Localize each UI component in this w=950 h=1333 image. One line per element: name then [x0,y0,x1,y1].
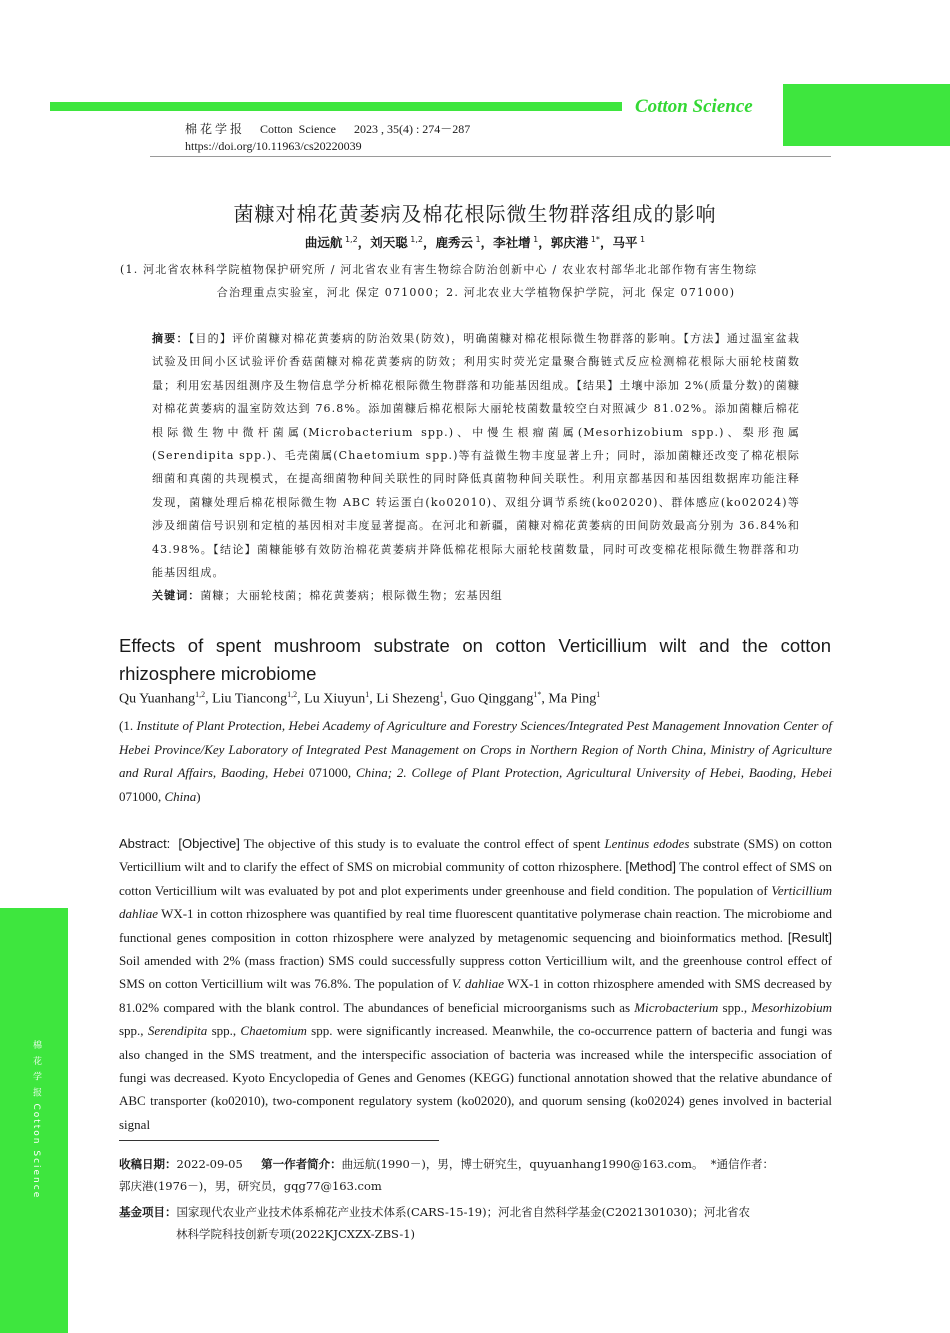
fund-line1: 国家现代农业产业技术体系棉花产业技术体系(CARS-15-19)；河北省自然科学基金(C2021301030)；河北省农 [176,1205,751,1219]
species-name: Verticillium dahliae [119,882,832,922]
affil-en-part1: Institute of Plant Protection, Hebei Academy of Agriculture and Forestry Sciences/Integrated Pest Management Innovation Center of Hebei Province/Key Laboratory of Integrated Pest Management on Crops in Northern Region of North China, Ministry of Agriculture and Rural Affairs, Baoding, Hebei [119,718,832,780]
keywords-cn: 菌糠；大丽轮枝菌；棉花黄萎病；根际微生物；宏基因组 [200,589,503,603]
affil-en-part2: China; 2. College of Plant Protection, Agricultural University of Hebei, Baoding, Hebei [355,765,832,780]
journal-banner-title: Cotton Science [635,96,753,117]
received-date: 2022-09-05 [176,1157,243,1171]
header-green-box [783,84,950,146]
author-cn-sup: 1* [588,234,600,244]
abstract-cn [152,327,800,608]
genus-name: Mesorhizobium [751,999,832,1015]
affil-en-close: ) [196,788,201,804]
header-rule [150,156,831,157]
corresponding-label: *通信作者： [710,1157,775,1171]
author-en: , Ma Ping [541,691,597,707]
abstract-en-label: Abstract: [119,836,171,851]
first-author-label: 第一作者简介： [261,1157,342,1171]
affil-en-part3: China [164,788,197,804]
author-cn-sup: 1,2 [342,234,358,244]
keywords-cn-label: 关键词： [152,589,201,603]
author-en: , Guo Qinggang [443,691,534,707]
first-author-info: 曲远航(1990－)，男，博士研究生，quyuanhang1990@163.com。 [341,1157,704,1171]
result-tag: [Result] [787,929,832,945]
genus-name: Microbacterium [634,999,719,1015]
species-name: V. dahliae [451,976,504,992]
author-en: Qu Yuanhang [119,691,196,707]
author-en-sup: 1* [533,690,542,699]
abstract-en-text: The control effect of SMS on cotton Verticillium wilt was evaluated by pot and plot experiments under greenhouse and field condition. The population of [119,859,832,898]
fund-line2: 林科学院科技创新专项(2022KJCXZX-ZBS-1) [176,1227,416,1241]
abstract-cn-label: 摘要： [152,332,189,345]
title-cn: 菌糠对棉花黄萎病及棉花根际微生物群落组成的影响 [233,202,717,226]
author-cn-sup: 1,2 [407,234,423,244]
author-cn-sup: 1 [530,234,539,244]
author-cn: ，刘天聪 [357,235,408,250]
author-en-sup: 1 [439,690,444,699]
footnotes [119,1153,832,1245]
fund-label: 基金项目： [119,1205,177,1219]
genus-name: Serendipita [147,1023,208,1039]
author-cn: ，马平 [599,235,638,250]
abstract-en-text: substrate (SMS) on cotton Verticillium wilt and to clarify the effect of SMS on microbial community of cotton rhizosphere. [119,836,833,875]
abstract-en-text: WX-1 in cotton rhizosphere amended with SMS decreased by 81.02% compared with the blank control. The abundances of beneficial microorganisms such as [119,976,832,1015]
abstract-en-text: The objective of this study is to evaluate the control effect of spent [239,836,605,851]
authors-cn [0,233,950,251]
abstract-en-text: Soil amended with 2% (mass fraction) SMS could successfully suppress cotton Verticillium wilt, and the greenhouse control effect of SMS on cotton Verticillium wilt was 76.8%. The population of [119,953,832,992]
species-name: Lentinus edodes [604,836,690,851]
author-cn: ，郭庆港 [538,235,589,250]
author-en-sup: 1,2 [195,690,206,699]
genus-name: Chaetomium [240,1023,307,1039]
author-cn-sup: 1 [472,234,481,244]
authors-en [119,690,600,708]
affil-en-open: (1. [119,718,137,733]
abstract-en [119,832,832,1136]
title-en: Effects of spent mushroom substrate on cotton Verticillium wilt and the cotton rhizosphere microbiome [119,635,831,684]
affil-en-zip1: 071000, [304,765,356,780]
corresponding-info: 郭庆港(1976－)，男，研究员，gqg77@163.com [119,1179,382,1193]
author-en-sup: 1 [365,690,370,699]
side-tab-text: 棉 花 学 报 Cotton Science [31,1040,41,1200]
author-en: , Li Shezeng [369,691,440,707]
abstract-en-text: spp., [207,1023,241,1039]
doi-link[interactable]: https://doi.org/10.11963/cs20220039 [185,139,362,153]
affiliation-cn-line2: 合治理重点实验室，河北 保定 071000；2. 河北农业大学植物保护学院，河北 保定 071000) [216,286,736,299]
abstract-en-text: spp. were significantly increased. Meanwhile, the co-occurrence pattern of bacteria and fungi was also changed in the SMS treatment, and the interspecific association of bacteria was increased while the interspecific association of fungi was decreased. Kyoto Encyclopedia of Genes and Genomes (KEGG) functional annotation showed that the relative abundance of ABC transporter (ko02010), two-component regulatory system (ko02020), and quorum sensing (ko02024) genes involved in bacterial signal [119,1023,833,1132]
journal-citation: 棉 花 学 报 Cotton Science 2023 , 35(4) : 274－287 [185,122,471,136]
author-en: , Lu Xiuyun [297,691,366,707]
affiliation-cn [120,258,832,304]
abstract-cn-text: 【目的】评价菌糠对棉花黄萎病的防治效果(防效)，明确菌糠对棉花根际微生物群落的影响。【方法】通过温室盆栽试验及田间小区试验评价香菇菌糠对棉花黄萎病的防效；利用实时荧光定量聚合酶链式反应检测棉花根际大丽轮枝菌数量；利用宏基因组测序及生物信息学分析棉花根际微生物群落和功能基因组成。【结果】土壤中添加 2%(质量分数)的菌糠对棉花黄萎病的温室防效达到 76.8%。添加菌糠后棉花根际大丽轮枝菌数量较空白对照减少 81.02%。添加菌糠后棉花根际微生物中微杆菌属(Microbacterium spp.)、中慢生根瘤菌属(Mesorhizobium spp.)、梨形孢属(Serendipita spp.)、毛壳菌属(Chaetomium spp.)等有益微生物丰度显著上升；同时，添加菌糠还改变了棉花根际细菌和真菌的共现模式，在提高细菌物种间关联性的同时降低真菌物种间关联性。利用京都基因和基因组数据库功能注释发现，菌糠处理后棉花根际微生物 ABC 转运蛋白(ko02010)、双组分调节系统(ko02020)、群体感应(ko02024)等涉及细菌信号识别和定植的基因相对丰度显著提高。在河北和新疆，菌糠对棉花黄萎病的田间防效最高分别为 36.84%和 43.98%。【结论】菌糠能够有效防治棉花黄萎病并降低棉花根际大丽轮枝菌数量，同时可改变棉花根际微生物群落和功能基因组成。 [152,332,800,580]
author-cn: 曲远航 [304,235,343,250]
abstract-en-text: spp., [718,999,752,1015]
header-green-bar [50,102,622,111]
affiliation-cn-line1: (1. 河北省农林科学院植物保护研究所 / 河北省农业有害生物综合防治创新中心 / 农业农村部华北北部作物有害生物综 [120,263,758,276]
author-cn: ，鹿秀云 [422,235,473,250]
author-cn-sup: 1 [637,234,646,244]
abstract-en-text: WX-1 in cotton rhizosphere was quantified by real time fluorescent quantitative polymerase chain reaction. The microbiome and functional genes composition in cotton rhizosphere were analyzed by metagenomic sequencing and bioinformatics method. [119,906,832,945]
received-label: 收稿日期： [119,1157,177,1171]
affil-en-zip2: 071000, [119,788,165,804]
affiliation-en [119,714,832,808]
author-en-sup: 1 [596,690,601,699]
author-en: , Liu Tiancong [205,691,288,707]
abstract-en-text: spp., [119,1023,148,1039]
objective-tag: [Objective] [178,836,240,851]
author-en-sup: 1,2 [287,690,298,699]
method-tag: [Method] [625,859,677,875]
footnote-rule [119,1140,439,1141]
author-cn: ，李社增 [480,235,531,250]
